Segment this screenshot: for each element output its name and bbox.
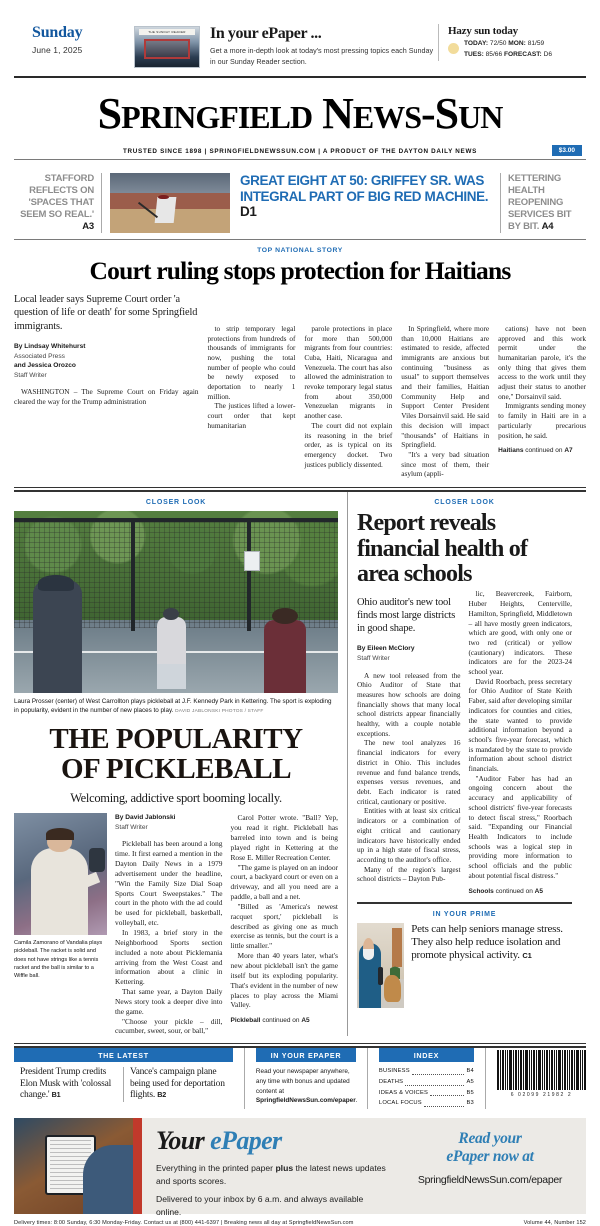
pickleball-headline-line-2: OF PICKLEBALL [60, 752, 292, 785]
epaper-panel-header: IN YOUR EPAPER [256, 1048, 356, 1062]
index-dot-leader [424, 1106, 465, 1107]
weather-box[interactable] [438, 24, 586, 61]
pickleball-p2: In 1983, a brief story in the Neighborhood Sports section included a note about Picklemania arriving from the West Coast and information about a clinic in Kettering. [115, 928, 223, 987]
pickleball-col-1 [115, 813, 223, 1036]
pickleball-p1: Pickleball has been around a long time. It first earned a mention in the Dayton Daily News in a 1979 advertisement under the headline, "Win the Family Size Dial Soap Sports Court Sweepstakes." The court in the photo with the ad could be used for pickleball, basketball, volleyball, etc. [115, 839, 223, 928]
list-item[interactable] [379, 1066, 474, 1077]
promo-center-teaser[interactable] [238, 173, 500, 233]
pickleball-jump-page: A5 [301, 1017, 310, 1025]
pickleball-photo-caption [14, 697, 338, 716]
pickleball-headline-line-1: THE POPULARITY [49, 723, 303, 756]
prime-photo [357, 923, 404, 1008]
weather-line-2 [464, 50, 552, 61]
index-dot-leader [412, 1074, 465, 1075]
promo-center-headline: GREAT EIGHT AT 50: GRIFFEY SR. WAS INTEGRAL PART OF BIG RED MACHINE. D1 [240, 173, 489, 220]
schools-p1: A new tool released from the Ohio Auditor of State that measures how schools are doing financially shows that many local school districts appear financially healthy, with a couple notable exceptions. [357, 670, 461, 738]
masthead-divider [14, 159, 586, 160]
top-story-col-3 [304, 293, 392, 479]
top-story-col-4 [401, 293, 489, 479]
prime-divider [357, 902, 572, 904]
photo-player-skirt-shape [157, 664, 186, 689]
panel-divider [485, 1048, 486, 1109]
photo-fence-post-shape [131, 518, 135, 631]
pickleball-deck: Welcoming, addictive sport booming locally. [70, 791, 282, 806]
jump-text: continued on [525, 447, 563, 455]
pickleball-body [14, 813, 338, 1036]
top-story-p4: parole protections in place for more than 500,000 migrants from four countries: Cuba, Haiti, Nicaragua and Venezuela. The court has also allowed the administration to revoke temporary legal status from about 350,000 Venezuelan migrants in another case. [304, 323, 393, 421]
weather-lines [464, 39, 552, 61]
pickleball-jump-label: Pickleball [230, 1017, 261, 1025]
promo-left-text: STAFFORD REFLECTS ON 'SPACES THAT SEEM SO REAL.' [20, 173, 94, 220]
full-date-label: June 1, 2025 [32, 45, 83, 55]
pickleball-p3: That same year, a Dayton Daily News story took a deeper dive into the game. [115, 987, 223, 1016]
mon-label: MON: [508, 40, 526, 47]
top-story-p9: Immigrants sending money to family in Haiti are in a particularly precarious position, he said. [498, 401, 587, 440]
sunday-reader-thumb-label: THE SUNDAY READER [139, 29, 195, 35]
pickleball-p7: "Billed as 'America's newest racquet sport,' pickleball is described as giving one as much exercise as tennis, but the court is a little smaller." [230, 901, 338, 951]
index-page: B3 [466, 1100, 474, 1107]
tues-value: 85/66 [485, 50, 503, 58]
schools-deck: Ohio auditor's new tool finds most large districts in good shape. [357, 597, 456, 635]
list-item[interactable] [123, 1067, 233, 1102]
index-page: B5 [466, 1089, 474, 1096]
epaper-panel-text [256, 1067, 356, 1105]
photo-player-right-shape [264, 620, 306, 693]
photo-credit: DAVID JABLONSKI PHOTOS / STAFF [175, 709, 264, 715]
index-section-name: DEATHS [378, 1079, 404, 1086]
list-item[interactable] [379, 1077, 474, 1088]
pickleball-p8: More than 40 years later, what's new about pickleball isn't the game itself but its exploding popularity. That's evident in the number of new places to play across the Miami Valley. [230, 951, 338, 1010]
promo-right-text: KETTERING HEALTH REOPENING SERVICES BIT BY BIT. [508, 173, 572, 232]
masthead-tagline: TRUSTED SINCE 1898 | SPRINGFIELDNEWSSUN.COM | A PRODUCT OF THE DAYTON DAILY NEWS [123, 148, 477, 155]
pickleball-headline[interactable] [14, 725, 338, 784]
ad-copy [156, 1162, 388, 1218]
top-story-p3: The justices lifted a lower-court order that kept humanitarian [207, 401, 296, 430]
schools-p7: "Auditor Faber has had an ongoing concern about the accuracy and applicability of school districts' five-year forecasts to detect fiscal stress," Roorbach said. "Expanding our Financial Health Indicators to include schools was a logical step in providing more information to school officials and the public about potential fiscal distress." [468, 773, 572, 880]
latest-panel [14, 1048, 240, 1109]
photo-crowd-shape [110, 173, 230, 193]
ad-line-2: Delivered to your inbox by 6 a.m. and always available online. [156, 1194, 364, 1217]
schools-p6: David Roorbach, press secretary for Ohio Auditor of State Keith Faber, said after developing similar indicators for counties and cities, the state wanted to provide additional information beyond a school's five-year forecast, which is mandated by the state to provide information about school district financials. [468, 676, 572, 774]
schools-p3: Entities with at least six critical indicators or a combination of eight critical and cautionary indicators have historically ended up in a high state of fiscal stress, according to the auditor's office. [357, 806, 461, 864]
index-list [379, 1066, 474, 1109]
index-section-name: IDEAS & VOICES [378, 1089, 429, 1096]
list-item[interactable] [14, 1067, 123, 1102]
tues-label: TUES: [464, 50, 484, 58]
schools-package [348, 492, 572, 1036]
photo2-hair-shape [46, 828, 74, 840]
footer-left-text: Delivery times: 8:00 Sunday, 6:30 Monday-Friday. Contact us at (800) 441-6397 | Breaking news all day at SpringfieldNewsSun.com [14, 1220, 354, 1226]
schools-kicker: CLOSER LOOK [434, 499, 495, 507]
index-header: INDEX [379, 1048, 474, 1062]
index-dot-leader [430, 1095, 464, 1096]
mon-value: 81/59 [527, 40, 545, 47]
index-section-name: LOCAL FOCUS [378, 1100, 422, 1107]
promo-divider [14, 239, 586, 240]
pickleball-package [14, 492, 348, 1036]
pickleball-secondary-column [14, 813, 107, 1036]
top-story-byline [14, 342, 199, 380]
today-value: 72/50 [489, 40, 507, 47]
index-section-name: BUSINESS [378, 1068, 410, 1075]
pickleball-byline [115, 813, 223, 832]
top-story-p2: to strip temporary legal protections from hundreds of thousands of immigrants for now, pushing the total number of people who could be newly exposed to deportation to nearly 1 million. [207, 323, 296, 401]
latest-item-text: Vance's campaign plane being used for deportation flights. [129, 1067, 225, 1101]
today-label: TODAY: [464, 40, 489, 47]
barcode-icon [497, 1050, 586, 1090]
pickleball-jump-text: continued on [262, 1017, 300, 1025]
top-story-col-5 [498, 293, 586, 479]
latest-item-page: B1 [51, 1090, 61, 1100]
price-badge: $3.00 [552, 145, 582, 156]
date-block [14, 24, 134, 55]
photo-fence-post-shape [247, 518, 251, 631]
barcode-panel [490, 1048, 586, 1109]
byline-role-2: Staff Writer [14, 371, 47, 379]
byline-author-1: By Lindsay Whitehurst [14, 342, 86, 350]
top-story-p8: cations) have not been approved and this work permit under the humanitarian parole, it's the only thing that gives them access to the work until they adjust their status to another one," Dorsainvil said. [498, 323, 587, 401]
ad-title: Your ePaper [156, 1126, 282, 1156]
footer-right-text: Volume 44, Number 152 [523, 1220, 586, 1226]
photo2-paddle-shape [89, 848, 105, 872]
weather-title: Hazy sun today [448, 25, 518, 37]
schools-p5: lic, Beavercreek, Fairborn, Huber Heights, Centerville, Hamilton, Springfield, Middletown – all have mostly green indicators, which are good, with only one or two red (critical) or yellow (cautionary) indicators. These indicators are for the 2023-24 school year. [468, 589, 572, 677]
ad-photo [14, 1118, 142, 1214]
photo-player-cap-shape [38, 575, 74, 591]
schools-byline-role: Staff Writer [357, 655, 390, 662]
masthead [0, 78, 600, 159]
ad-cta-line-2: ePaper now at [446, 1148, 534, 1166]
epaper-panel-text-end: . [355, 1097, 358, 1105]
schools-body [357, 589, 572, 894]
byline-role-1: Associated Press [14, 352, 65, 360]
schools-headline[interactable]: Report reveals financial health of area schools [357, 510, 528, 587]
jump-label: Haitians [498, 447, 524, 455]
epaper-teaser-title: In your ePaper ... [210, 25, 322, 42]
top-story-divider-thin [14, 487, 586, 488]
epaper-panel[interactable] [249, 1048, 363, 1109]
top-story-jumpline[interactable] [498, 447, 586, 454]
photo2-figure-shape [31, 848, 89, 936]
masthead-subline [0, 148, 600, 155]
latest-item-text: President Trump credits Elon Musk with 'colossal change.' [20, 1067, 112, 1101]
prime-text: Pets can help seniors manage stress. They also help reduce isolation and promote physical activity. [411, 922, 563, 962]
photo-fence-rail-shape [14, 518, 338, 522]
ad-body [142, 1118, 400, 1217]
sunday-reader-thumbnail[interactable] [134, 26, 200, 68]
ad-cta-url: SpringfieldNewsSun.com/epaper [417, 1173, 563, 1186]
top-story-p6: In Springfield, where more than 10,000 Haitians are estimated to reside, affected immigrants are anxious but continuing "business as usual" to support themselves and their families, Haitian Community Help and Support Center President Viles Dorsainvil said. He said this decision will impact "thousands" of Haitians in Springfield. [401, 323, 490, 450]
page-footer [14, 1220, 586, 1226]
top-story-p1: WASHINGTON – The Supreme Court on Friday again cleared the way for the Trump administration [14, 387, 199, 406]
promo-right-teaser[interactable] [500, 173, 586, 233]
pickleball-col-2 [231, 813, 339, 1036]
midsection [14, 492, 586, 1036]
promo-right-page: A4 [541, 220, 554, 232]
schools-byline [357, 644, 461, 663]
top-story-deck: Local leader says Supreme Court order 'a question of life or death' for some Springfield immigrants. [14, 293, 198, 332]
promo-strip [14, 169, 586, 239]
pickleball-byline-author: By David Jablonski [115, 814, 176, 822]
top-story-col-2 [208, 293, 296, 479]
epaper-advertisement[interactable] [14, 1118, 586, 1217]
index-dot-leader [405, 1085, 464, 1086]
schools-col-1 [357, 589, 461, 894]
prime-phone-shape [378, 967, 384, 986]
bottom-divider-thin [14, 1043, 586, 1044]
pickleball-byline-role: Staff Writer [115, 823, 148, 831]
pickleball-secondary-photo [14, 813, 107, 935]
index-panel [372, 1048, 481, 1109]
promo-left-teaser[interactable] [14, 173, 102, 233]
schools-jump-page: A5 [534, 887, 543, 895]
pickleball-kicker: CLOSER LOOK [145, 499, 207, 507]
prime-kicker: IN YOUR PRIME [432, 910, 497, 918]
pickleball-secondary-caption: Camila Zamorano of Vandalia plays pickleball. The racket is solid and does not have strings like a tennis racket and the ball is similar to a Wiffle ball. [14, 940, 103, 979]
photo-helmet-shape [158, 195, 169, 200]
epaper-teaser-text: Get a more in-depth look at today's most pressing topics each Sunday in our Sunday Reader section. [210, 46, 434, 66]
panel-divider [244, 1048, 245, 1109]
schools-jumpline[interactable] [469, 888, 573, 895]
ad-hand-shape [83, 1145, 139, 1214]
latest-item-page: B2 [157, 1090, 167, 1100]
top-story-p7: "It's a very bad situation since most of them, their asylum (appli- [401, 449, 490, 479]
weather-line-1 [464, 39, 552, 50]
sun-icon [448, 43, 459, 54]
thumb-frame-shape [144, 39, 190, 59]
schools-jump-label: Schools [468, 887, 494, 895]
pickleball-p4: "Choose your pickle – dill, cucumber, sweet, sour, or ball," [115, 1016, 223, 1036]
weather-details [448, 39, 586, 61]
forecast-label: FORECAST: [503, 50, 542, 58]
top-story-kicker: TOP NATIONAL STORY [257, 246, 343, 254]
top-story-headline[interactable]: Court ruling stops protection for Haitians [89, 255, 511, 285]
photo-player-right-head-shape [272, 608, 298, 624]
schools-col-2 [469, 589, 573, 894]
ad-cta[interactable] [400, 1118, 586, 1214]
photo-player-shape [154, 197, 176, 223]
panel-divider [367, 1048, 368, 1109]
list-item[interactable] [379, 1098, 474, 1109]
index-page: B4 [466, 1068, 474, 1075]
byline-author-2: and Jessica Orozco [14, 362, 76, 370]
pickleball-main-photo [14, 511, 338, 693]
epaper-panel-text-lead: Read your newspaper anywhere, any time with bonus and updated content at [255, 1068, 350, 1095]
epaper-teaser[interactable] [200, 24, 438, 68]
top-story-col-1 [14, 293, 199, 479]
top-story-p5: The court did not explain its reasoning in the brief order, as is typical on its emergency docket. Two justices publicly dissented. [304, 420, 393, 469]
index-page: A5 [466, 1079, 474, 1086]
prime-package[interactable] [357, 923, 572, 1008]
pickleball-jumpline[interactable] [231, 1017, 339, 1024]
latest-items [14, 1067, 233, 1102]
photo-player-left-shape [33, 580, 82, 693]
schools-p4: Many of the region's largest school districts – Dayton Pub- [357, 864, 461, 884]
epaper-panel-url: SpringfieldNewsSun.com/epaper [255, 1097, 356, 1105]
ad-cta-line-1: Read your [458, 1130, 522, 1148]
ad-accent-bar [133, 1118, 142, 1214]
schools-p2: The new tool analyzes 16 financial indicators for every district in Ohio. This includes revenue and fund balance trends, expenses versus revenues, and debt. Each indicator is rated critical, cautionary or positive. [357, 738, 461, 806]
prime-text-block [411, 923, 572, 1008]
prime-page: C1 [522, 951, 532, 961]
skybox [0, 0, 600, 72]
pickleball-p5: Carol Potter wrote. "Ball? Yep, you read it right. Pickleball has barreled into town and is being played right in Kettering at the Rose E. Miller Recreation Center. [230, 813, 338, 862]
newspaper-title: SPRINGFIELD NEWS-SUN [97, 89, 503, 138]
griffey-photo [110, 173, 230, 233]
jump-page: A7 [564, 447, 573, 455]
prime-cat-shape [384, 975, 401, 1002]
latest-header: THE LATEST [14, 1048, 233, 1062]
list-item[interactable] [379, 1088, 474, 1099]
schools-byline-author: By Eileen McClory [357, 645, 415, 653]
barcode-number: 6 02099 21982 2 [510, 1092, 573, 1099]
bottom-panels [14, 1048, 586, 1109]
forecast-value: D6 [543, 50, 552, 58]
weekday-label: Sunday [32, 24, 83, 41]
ad-line-1: Everything in the printed paper plus the latest news updates and sports scores. [156, 1163, 386, 1186]
caption-text: Laura Prosser (center) of West Carrollton plays pickleball at J.F. Kennedy Park in Kettering. The sport is exploding in popularity, evident in the number of new places to play. [14, 698, 332, 715]
schools-jump-text: continued on [495, 887, 533, 895]
pickleball-p6: "The game is played on an indoor court, a backyard court or even on a driveway, and all you need are a paddle, a ball and a net. [230, 862, 338, 902]
photo-court-sign-shape [244, 551, 260, 571]
promo-left-page: A3 [82, 220, 94, 232]
top-story-body [14, 293, 586, 479]
